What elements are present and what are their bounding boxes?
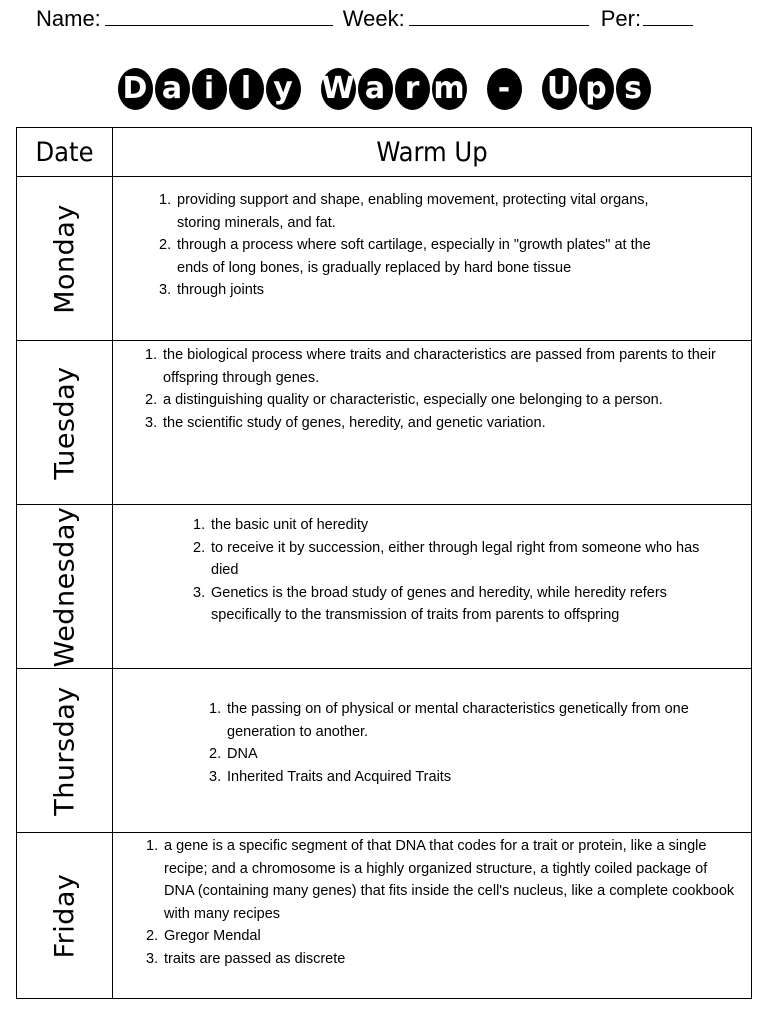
answers-cell-friday	[113, 833, 752, 999]
answer-list	[159, 189, 669, 302]
answer-text: providing support and shape, enabling movement, protecting vital organs, storing minerals, and fat.	[177, 192, 649, 231]
answer-text: traits are passed as discrete	[164, 950, 346, 967]
answer-text: a distinguishing quality or characteristic, especially one belonging to a person.	[163, 392, 663, 408]
answer-text: a gene is a specific segment of that DNA that codes for a trait or protein, like a single recipe; and a chromosome is a highly organized structure, a tightly coiled package of DNA (containing many genes) that fits inside the cell's nucleus, like a complete cookbook with many recipes	[164, 838, 735, 922]
title-letter: p	[579, 68, 614, 110]
list-item: 1. the biological process where traits and characteristics are passed from parents to their offspring through genes.	[145, 347, 716, 386]
day-label: Friday	[49, 873, 80, 958]
period-label: Per:	[600, 6, 642, 31]
list-item: 3. the scientific study of genes, heredity, and genetic variation.	[145, 414, 546, 431]
answer-text: Gregor Mendal	[164, 928, 261, 944]
day-cell-monday	[17, 177, 113, 341]
day-label: Monday	[49, 203, 80, 314]
title-word-ups	[542, 68, 651, 110]
title-letter: -	[487, 68, 522, 110]
answer-text: the scientific study of genes, heredity, and genetic variation.	[163, 414, 546, 431]
day-label: Tuesday	[49, 365, 80, 480]
warmup-column-header: Warm Up	[113, 128, 752, 177]
answer-list	[146, 835, 736, 970]
answer-list	[193, 514, 713, 627]
table-header-row	[17, 128, 752, 177]
date-column-header: Date	[17, 128, 113, 177]
answer-text: DNA	[227, 746, 258, 762]
title-letter: U	[542, 68, 577, 110]
title-word-dash	[487, 68, 522, 110]
list-item: 2. to receive it by succession, either through legal right from someone who has died	[193, 539, 700, 578]
student-info-header	[36, 6, 703, 32]
answers-cell-monday	[113, 177, 752, 341]
worksheet-title	[0, 68, 768, 110]
warmup-table	[16, 127, 752, 999]
answer-text: Genetics is the broad study of genes and heredity, while heredity refers specifically to the transmission of traits from parents to offspring	[211, 584, 667, 623]
table-row	[17, 669, 752, 833]
day-cell-thursday	[17, 669, 113, 833]
day-cell-tuesday	[17, 341, 113, 505]
list-item: 2. a distinguishing quality or characteristic, especially one belonging to a person.	[145, 392, 663, 408]
list-item: 1. the passing on of physical or mental characteristics genetically from one generation to another.	[209, 701, 689, 740]
title-letter: s	[616, 68, 651, 110]
day-label: Thursday	[49, 685, 80, 816]
list-item: 1. a gene is a specific segment of that DNA that codes for a trait or protein, like a single recipe; and a chromosome is a highly organized structure, a tightly coiled package of DNA (containing many genes) that fits inside the cell's nucleus, like a complete cookbook with many recipes	[146, 838, 735, 922]
title-letter: i	[192, 68, 227, 110]
list-item: 3. through joints	[159, 282, 265, 298]
period-blank-field[interactable]	[643, 7, 693, 26]
answer-text: the passing on of physical or mental characteristics genetically from one generation to another.	[227, 701, 689, 740]
answer-text: Inherited Traits and Acquired Traits	[227, 768, 452, 785]
name-label: Name:	[36, 6, 101, 31]
answers-cell-wednesday	[113, 505, 752, 669]
title-word-daily	[118, 68, 301, 110]
answer-text: the biological process where traits and characteristics are passed from parents to their offspring through genes.	[163, 347, 716, 386]
list-item: 1. the basic unit of heredity	[193, 517, 369, 533]
answer-text: to receive it by succession, either through legal right from someone who has died	[211, 539, 700, 578]
table-row	[17, 505, 752, 669]
week-label: Week:	[342, 6, 405, 31]
title-letter: a	[358, 68, 393, 110]
day-cell-friday	[17, 833, 113, 999]
list-item: 3. traits are passed as discrete	[146, 950, 346, 967]
list-item: 3. Genetics is the broad study of genes and heredity, while heredity refers specifically to the transmission of traits from parents to offspring	[193, 584, 667, 623]
list-item: 2. DNA	[209, 746, 258, 762]
title-letter: D	[118, 68, 153, 110]
answer-text: through a process where soft cartilage, especially in "growth plates" at the ends of long bones, is gradually replaced by hard bone tissue	[177, 237, 651, 276]
title-letter: W	[321, 68, 356, 110]
day-label: Wednesday	[49, 506, 80, 667]
title-letter: a	[155, 68, 190, 110]
list-item: 2. Gregor Mendal	[146, 928, 261, 944]
week-blank-field[interactable]	[409, 7, 589, 26]
answer-text: through joints	[177, 282, 265, 298]
answer-list	[209, 698, 714, 788]
answers-cell-tuesday	[113, 341, 752, 505]
table-row	[17, 177, 752, 341]
list-item: 2. through a process where soft cartilage, especially in "growth plates" at the ends of long bones, is gradually replaced by hard bone tissue	[159, 237, 651, 276]
name-blank-field[interactable]	[105, 7, 333, 26]
title-letter: r	[395, 68, 430, 110]
table-row	[17, 341, 752, 505]
table-row	[17, 833, 752, 999]
title-letter: y	[266, 68, 301, 110]
list-item: 3. Inherited Traits and Acquired Traits	[209, 768, 452, 785]
title-letter: l	[229, 68, 264, 110]
day-cell-wednesday	[17, 505, 113, 669]
title-letter: m	[432, 68, 467, 110]
title-word-warm	[321, 68, 467, 110]
answer-text: the basic unit of heredity	[211, 517, 369, 533]
answers-cell-thursday	[113, 669, 752, 833]
list-item: 1. providing support and shape, enabling movement, protecting vital organs, storing minerals, and fat.	[159, 192, 649, 231]
answer-list	[145, 344, 720, 434]
